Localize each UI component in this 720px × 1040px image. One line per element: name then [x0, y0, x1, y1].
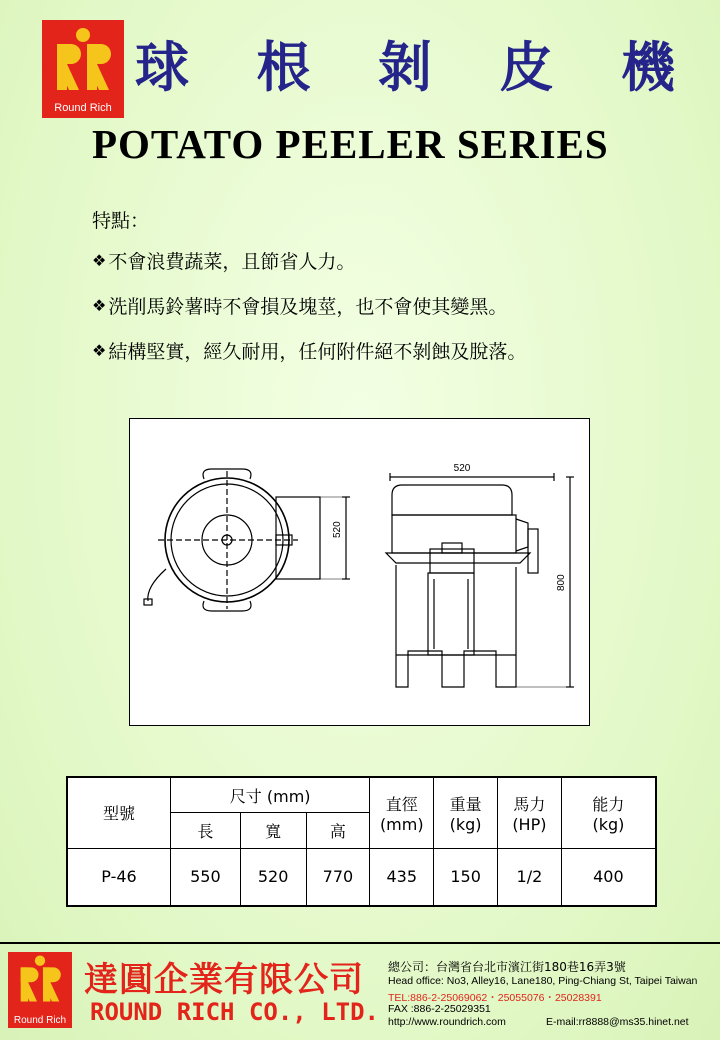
- company-logo: [42, 20, 124, 118]
- title-char: 機: [621, 36, 675, 99]
- dimension-label: 520: [453, 463, 471, 474]
- header-text: 馬力: [513, 794, 546, 814]
- header-unit: (kg): [592, 814, 625, 834]
- header-text: 能力: [592, 794, 625, 814]
- rr-logo-icon: [14, 954, 66, 1006]
- fax: FAX :886-2-25029351: [388, 1003, 491, 1015]
- feature-item: [92, 247, 526, 274]
- header-model: 型號: [67, 777, 170, 848]
- title-char: 球: [135, 36, 189, 99]
- logo-caption: Round Rich: [54, 102, 112, 114]
- dimension-label: 800: [556, 574, 567, 591]
- address-english: Head office: No3, Alley16, Lane180, Ping-Chiang St, Taipei Taiwan: [388, 975, 698, 987]
- header-unit: (kg): [449, 814, 482, 834]
- header-weight: [434, 777, 498, 848]
- side-view: [386, 473, 574, 687]
- page-title-chinese: [135, 36, 675, 100]
- feature-text: 結構堅實，經久耐用，任何附件絕不剝蝕及脫落。: [108, 341, 527, 363]
- feature-item: [92, 292, 526, 319]
- rr-logo-icon: [49, 26, 117, 96]
- company-name-english: ROUND RICH CO., LTD.: [90, 998, 379, 1026]
- diamond-bullet-icon: ❖: [92, 251, 107, 270]
- feature-item: [92, 337, 526, 364]
- cell-height: 770: [306, 848, 370, 906]
- title-char: 根: [256, 36, 311, 99]
- header-text: 重量: [449, 794, 482, 814]
- footer-divider: [0, 942, 720, 944]
- cell-model: P-46: [67, 848, 170, 906]
- cell-diameter: 435: [370, 848, 434, 906]
- feature-list: [92, 206, 526, 382]
- cell-weight: 150: [434, 848, 498, 906]
- header-length: 長: [170, 813, 240, 848]
- header-width: 寬: [240, 813, 306, 848]
- feature-heading: 特點：: [92, 210, 150, 232]
- header-capacity: [561, 777, 656, 848]
- table-header-row: [67, 777, 656, 813]
- telephone: TEL:886-2-25069062・25055076・25028391: [388, 992, 602, 1004]
- header-unit: (mm): [379, 814, 424, 834]
- header-height: 高: [306, 813, 370, 848]
- title-char: 皮: [499, 36, 554, 99]
- page-title-english: POTATO PEELER SERIES: [92, 121, 609, 167]
- email-link[interactable]: E-mail:rr8888@ms35.hinet.net: [546, 1016, 689, 1028]
- dimension-label: 520: [332, 521, 343, 538]
- cell-length: 550: [170, 848, 240, 906]
- technical-drawing: [129, 418, 590, 726]
- table-row: [67, 848, 656, 906]
- logo-caption: Round Rich: [13, 1015, 67, 1026]
- address-chinese: 總公司：台灣省台北市濱江街180巷16弄3號: [388, 960, 626, 974]
- feature-text: 不會浪費蔬菜，且節省人力。: [108, 251, 356, 273]
- diamond-bullet-icon: ❖: [92, 341, 107, 360]
- peeler-drawing-icon: [130, 419, 589, 725]
- cell-power: 1/2: [498, 848, 562, 906]
- header-unit: (HP): [512, 814, 547, 834]
- top-view: [144, 469, 350, 611]
- spec-table: [66, 776, 657, 907]
- header-power: [498, 777, 562, 848]
- header-size: 尺寸 (mm): [170, 777, 369, 813]
- website-link[interactable]: http://www.roundrich.com: [388, 1016, 506, 1028]
- diamond-bullet-icon: ❖: [92, 296, 107, 315]
- feature-text: 洗削馬鈴薯時不會損及塊莖，也不會使其變黑。: [108, 296, 508, 318]
- header-text: 直徑: [385, 794, 418, 814]
- cell-width: 520: [240, 848, 306, 906]
- header-diameter: [370, 777, 434, 848]
- title-char: 剝: [378, 36, 432, 99]
- cell-capacity: 400: [561, 848, 656, 906]
- footer-logo: [8, 952, 72, 1028]
- company-name-chinese: 達圓企業有限公司: [84, 960, 364, 1000]
